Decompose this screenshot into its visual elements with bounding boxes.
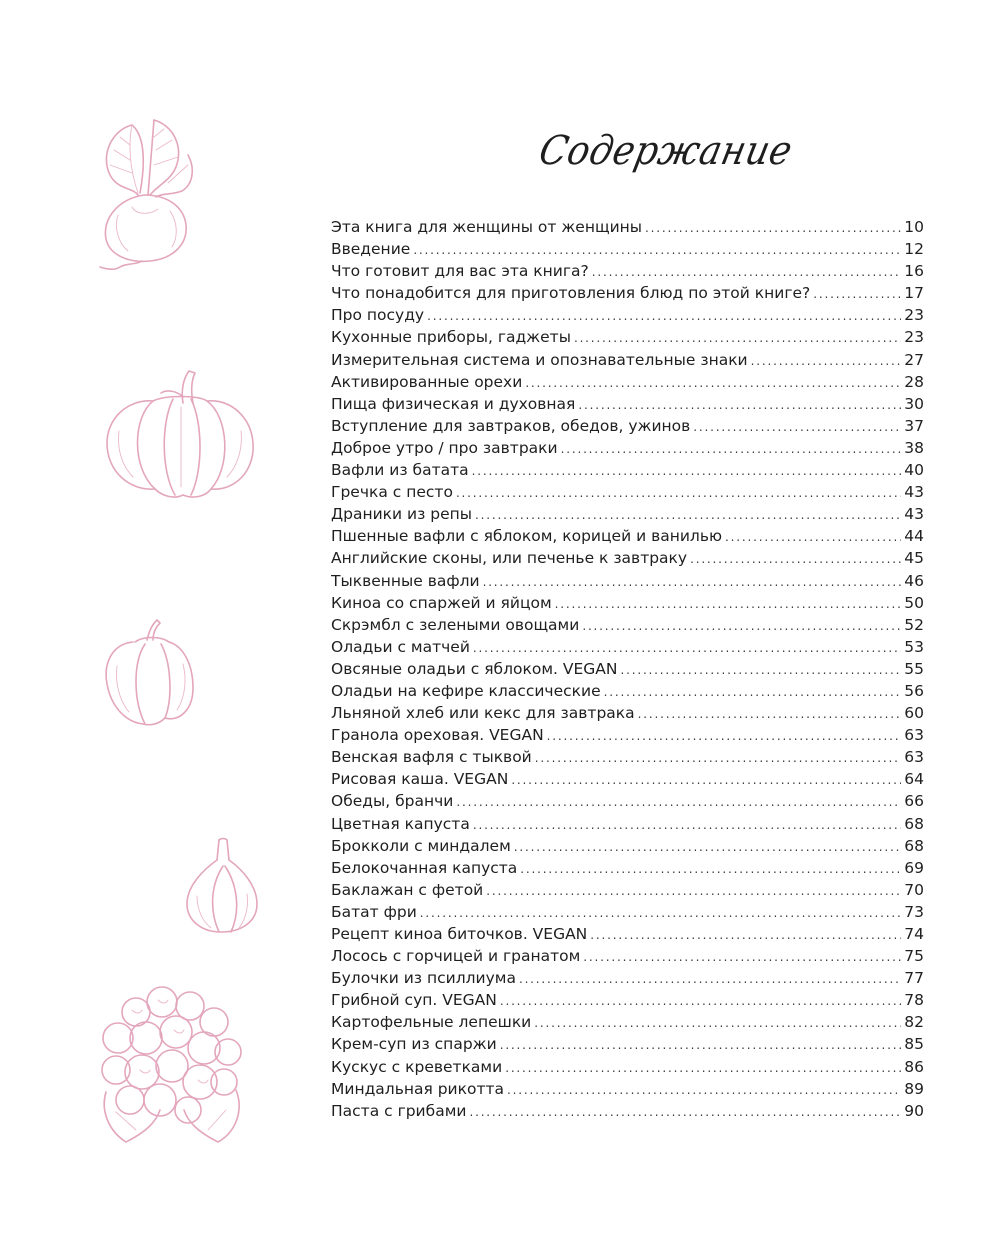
toc-dot-leader bbox=[693, 416, 901, 437]
toc-entry[interactable] bbox=[331, 503, 924, 525]
page-title: Содержание bbox=[535, 128, 797, 174]
toc-page-number: 52 bbox=[904, 615, 924, 634]
toc-page-number: 16 bbox=[904, 262, 924, 281]
toc-entry-title: Кускус с креветками bbox=[331, 1057, 503, 1076]
toc-dot-leader bbox=[725, 526, 901, 547]
toc-page-number: 50 bbox=[904, 593, 924, 612]
toc-page-number: 38 bbox=[904, 438, 924, 457]
toc-entry[interactable] bbox=[331, 857, 924, 879]
toc-dot-leader bbox=[604, 681, 902, 702]
toc-entry-title: Гречка с песто bbox=[331, 483, 453, 502]
toc-entry-title: Лосось с горчицей и гранатом bbox=[331, 947, 581, 966]
toc-entry[interactable] bbox=[331, 326, 924, 348]
toc-page-number: 60 bbox=[904, 704, 924, 723]
toc-entry[interactable] bbox=[331, 680, 924, 702]
toc-page-number: 12 bbox=[904, 240, 924, 259]
toc-entry[interactable] bbox=[331, 636, 924, 658]
toc-entry[interactable] bbox=[331, 437, 924, 459]
toc-entry[interactable] bbox=[331, 989, 924, 1011]
toc-entry[interactable] bbox=[331, 1078, 924, 1100]
toc-page-number: 56 bbox=[904, 681, 924, 700]
toc-entry-title: Про посуду bbox=[331, 306, 425, 325]
toc-entry[interactable] bbox=[331, 945, 924, 967]
toc-page-number: 10 bbox=[904, 218, 924, 236]
toc-page-number: 86 bbox=[904, 1057, 924, 1076]
toc-page-number: 73 bbox=[904, 902, 924, 921]
toc-entry-title: Овсяные оладьи с яблоком. VEGAN bbox=[331, 659, 618, 678]
toc-dot-leader bbox=[472, 460, 902, 481]
toc-entry-title: Гранола ореховая. VEGAN bbox=[331, 726, 544, 745]
toc-dot-leader bbox=[483, 571, 902, 592]
toc-dot-leader bbox=[514, 836, 901, 857]
toc-entry-title: Скрэмбл с зелеными овощами bbox=[331, 615, 580, 634]
toc-entry[interactable] bbox=[331, 349, 924, 371]
toc-dot-leader bbox=[519, 968, 901, 989]
toc-entry-title: Кухонные приборы, гаджеты bbox=[331, 328, 571, 347]
toc-entry-title: Льняной хлеб или кекс для завтрака bbox=[331, 704, 635, 723]
toc-entry[interactable] bbox=[331, 415, 924, 437]
toc-entry[interactable] bbox=[331, 592, 924, 614]
toc-entry[interactable] bbox=[331, 238, 924, 260]
toc-page-number: 90 bbox=[904, 1101, 924, 1120]
toc-dot-leader bbox=[420, 902, 901, 923]
toc-entry[interactable] bbox=[331, 614, 924, 636]
toc-entry-title: Оладьи на кефире классические bbox=[331, 681, 601, 700]
toc-dot-leader bbox=[535, 747, 902, 768]
toc-entry[interactable] bbox=[331, 967, 924, 989]
toc-entry[interactable] bbox=[331, 879, 924, 901]
toc-entry-title: Доброе утро / про завтраки bbox=[331, 438, 558, 457]
toc-entry-title: Драники из репы bbox=[331, 505, 473, 524]
table-of-contents bbox=[331, 216, 924, 1122]
toc-entry-title: Тыквенные вафли bbox=[331, 571, 480, 590]
toc-page-number: 64 bbox=[904, 770, 924, 789]
toc-dot-leader bbox=[645, 217, 901, 238]
toc-entry[interactable] bbox=[331, 790, 924, 812]
toc-entry-title: Английские сконы, или печенье к завтраку bbox=[331, 549, 688, 568]
toc-entry-title: Активированные орехи bbox=[331, 372, 523, 391]
toc-page-number: 85 bbox=[904, 1035, 924, 1054]
toc-dot-leader bbox=[511, 769, 901, 790]
beet-icon bbox=[92, 115, 202, 275]
toc-page-number: 70 bbox=[904, 880, 924, 899]
toc-dot-leader bbox=[555, 593, 902, 614]
toc-entry[interactable] bbox=[331, 216, 924, 238]
toc-dot-leader bbox=[500, 990, 901, 1011]
toc-dot-leader bbox=[574, 327, 901, 348]
toc-entry-title: Вафли из батата bbox=[331, 461, 469, 480]
toc-dot-leader bbox=[813, 283, 901, 304]
toc-page-number: 43 bbox=[904, 505, 924, 524]
toc-entry[interactable] bbox=[331, 393, 924, 415]
toc-dot-leader bbox=[473, 637, 901, 658]
toc-dot-leader bbox=[486, 880, 901, 901]
bell-pepper-icon bbox=[99, 618, 199, 728]
toc-page-number: 53 bbox=[904, 637, 924, 656]
toc-entry-title: Картофельные лепешки bbox=[331, 1013, 532, 1032]
toc-entry-title: Рецепт киноа биточков. VEGAN bbox=[331, 925, 588, 943]
toc-dot-leader bbox=[583, 946, 901, 967]
toc-dot-leader bbox=[638, 703, 902, 724]
toc-entry[interactable] bbox=[331, 1011, 924, 1033]
toc-entry-title: Цветная капуста bbox=[331, 814, 470, 833]
toc-entry-title: Баклажан с фетой bbox=[331, 880, 484, 899]
toc-page-number: 68 bbox=[904, 836, 924, 855]
toc-page-number: 45 bbox=[904, 549, 924, 568]
toc-dot-leader bbox=[590, 924, 901, 945]
toc-entry-title: Обеды, бранчи bbox=[331, 792, 454, 811]
toc-entry-title: Батат фри bbox=[331, 902, 417, 921]
toc-entry-title: Пшенные вафли с яблоком, корицей и ванилью bbox=[331, 527, 723, 546]
toc-page-number: 17 bbox=[904, 284, 924, 303]
toc-entry-title: Крем-суп из спаржи bbox=[331, 1035, 497, 1054]
pumpkin-icon bbox=[103, 367, 258, 502]
toc-entry-title: Измерительная система и опознавательные знаки bbox=[331, 350, 748, 369]
toc-entry[interactable] bbox=[331, 282, 924, 304]
toc-entry[interactable] bbox=[331, 1056, 924, 1078]
toc-page-number: 68 bbox=[904, 814, 924, 833]
toc-entry-title: Миндальная рикотта bbox=[331, 1079, 505, 1098]
toc-dot-leader bbox=[520, 858, 901, 879]
toc-dot-leader bbox=[525, 372, 901, 393]
toc-entry-title: Булочки из псиллиума bbox=[331, 969, 516, 988]
toc-dot-leader bbox=[505, 1057, 901, 1078]
toc-entry[interactable] bbox=[331, 724, 924, 746]
toc-page-number: 23 bbox=[904, 328, 924, 347]
toc-entry[interactable] bbox=[331, 835, 924, 857]
toc-entry-title: Паста с грибами bbox=[331, 1101, 467, 1120]
toc-dot-leader bbox=[690, 548, 901, 569]
toc-page-number: 23 bbox=[904, 306, 924, 325]
toc-page-number: 44 bbox=[904, 527, 924, 546]
toc-page-number: 78 bbox=[904, 991, 924, 1010]
garlic-icon bbox=[183, 836, 263, 936]
toc-entry-title: Что готовит для вас эта книга? bbox=[331, 262, 589, 281]
toc-entry-title: Вступление для завтраков, обедов, ужинов bbox=[331, 416, 691, 435]
toc-page-number: 69 bbox=[904, 858, 924, 877]
toc-entry[interactable] bbox=[331, 371, 924, 393]
toc-page-number: 28 bbox=[904, 372, 924, 391]
toc-entry-title: Киноа со спаржей и яйцом bbox=[331, 593, 552, 612]
toc-entry[interactable] bbox=[331, 459, 924, 481]
toc-page-number: 75 bbox=[904, 947, 924, 966]
toc-page-number: 66 bbox=[904, 792, 924, 811]
toc-dot-leader bbox=[427, 305, 901, 326]
toc-entry-title: Рисовая каша. VEGAN bbox=[331, 770, 509, 789]
toc-entry-title: Венская вафля с тыквой bbox=[331, 748, 532, 767]
toc-entry-title: Белокочанная капуста bbox=[331, 858, 518, 877]
toc-entry[interactable] bbox=[331, 923, 924, 945]
toc-page-number: 82 bbox=[904, 1013, 924, 1032]
toc-page-number: 40 bbox=[904, 461, 924, 480]
toc-entry[interactable] bbox=[331, 304, 924, 326]
toc-entry-title: Что понадобится для приготовления блюд по этой книге? bbox=[331, 284, 811, 303]
toc-entry-title: Введение bbox=[331, 240, 411, 259]
toc-dot-leader bbox=[456, 791, 901, 812]
toc-entry[interactable] bbox=[331, 481, 924, 503]
toc-entry[interactable] bbox=[331, 768, 924, 790]
toc-dot-leader bbox=[473, 814, 901, 835]
toc-dot-leader bbox=[592, 261, 902, 282]
toc-entry-title: Пища физическая и духовная bbox=[331, 394, 576, 413]
toc-entry[interactable] bbox=[331, 658, 924, 680]
toc-dot-leader bbox=[475, 504, 901, 525]
toc-dot-leader bbox=[578, 394, 901, 415]
toc-dot-leader bbox=[500, 1034, 902, 1055]
toc-entry-title: Оладьи с матчей bbox=[331, 637, 470, 656]
toc-entry[interactable] bbox=[331, 813, 924, 835]
toc-page-number: 43 bbox=[904, 483, 924, 502]
toc-entry[interactable] bbox=[331, 746, 924, 768]
toc-entry[interactable] bbox=[331, 1100, 924, 1122]
toc-dot-leader bbox=[534, 1012, 901, 1033]
toc-dot-leader bbox=[582, 615, 901, 636]
toc-dot-leader bbox=[751, 350, 902, 371]
toc-entry-title: Эта книга для женщины от женщины bbox=[331, 218, 643, 236]
toc-entry-title: Брокколи с миндалем bbox=[331, 836, 511, 855]
toc-entry[interactable] bbox=[331, 702, 924, 724]
toc-page-number: 37 bbox=[904, 416, 924, 435]
toc-entry[interactable] bbox=[331, 525, 924, 547]
toc-page-number: 46 bbox=[904, 571, 924, 590]
toc-page-number: 89 bbox=[904, 1079, 924, 1098]
toc-entry-title: Грибной суп. VEGAN bbox=[331, 991, 497, 1010]
toc-dot-leader bbox=[507, 1079, 901, 1100]
toc-entry[interactable] bbox=[331, 1033, 924, 1055]
toc-dot-leader bbox=[547, 725, 902, 746]
toc-page-number: 63 bbox=[904, 726, 924, 745]
toc-page-number: 63 bbox=[904, 748, 924, 767]
toc-page-number: 55 bbox=[904, 659, 924, 678]
toc-dot-leader bbox=[620, 659, 901, 680]
toc-page-number: 30 bbox=[904, 394, 924, 413]
toc-dot-leader bbox=[561, 438, 902, 459]
toc-entry[interactable] bbox=[331, 570, 924, 592]
toc-dot-leader bbox=[413, 239, 901, 260]
toc-page-number: 77 bbox=[904, 969, 924, 988]
toc-entry[interactable] bbox=[331, 547, 924, 569]
toc-entry[interactable] bbox=[331, 260, 924, 282]
toc-entry[interactable] bbox=[331, 901, 924, 923]
toc-page-number: 27 bbox=[904, 350, 924, 369]
toc-dot-leader bbox=[469, 1101, 901, 1122]
toc-page-number: 74 bbox=[904, 925, 924, 943]
cauliflower-icon bbox=[96, 982, 246, 1147]
toc-dot-leader bbox=[456, 482, 901, 503]
